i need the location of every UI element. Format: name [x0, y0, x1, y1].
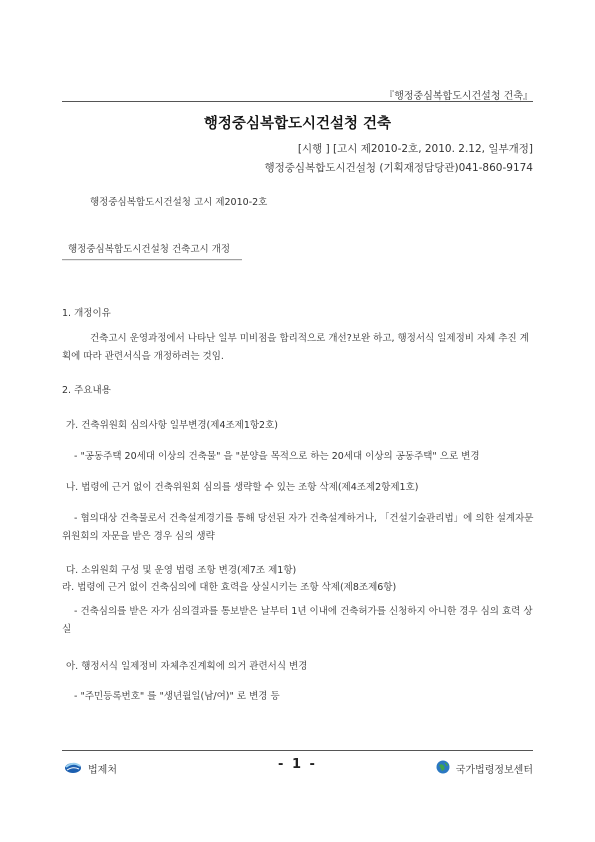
item-ga: 가. 건축위원회 심의사항 일부변경(제4조제1항2호): [66, 420, 278, 431]
footer-rule: [62, 750, 533, 751]
item-ra-detail: - 건축심의를 받은 자가 심의결과를 통보받은 날부터 1년 이내에 건축허가를 신청하지 아니한 경우 심의 효력 상실: [62, 606, 533, 635]
revision-underline: ――――――――――――――――――――: [62, 255, 242, 265]
item-ga-detail: - "공동주택 20세대 이상의 건축물" 을 "분양을 목적으로 하는 20세대 이상의 공동주택" 으로 변경: [74, 451, 480, 462]
revision-title: 행정중심복합도시건설청 건축고시 개정: [68, 244, 231, 255]
item-a: 아. 행정서식 일제정비 자체추진계획에 의거 관련서식 변경: [66, 661, 308, 672]
footer-left-label: 법제처: [88, 765, 117, 776]
item-na: 나. 법령에 근거 없이 건축위원회 심의를 생략할 수 있는 조항 삭제(제4조제2항제1호): [66, 482, 419, 493]
globe-logo-icon: [436, 760, 450, 777]
item-na-detail: - 협의대상 건축물로서 건축설계경기를 통해 당선된 자가 건축설계하거나, 「건설기술관리법」에 의한 설계자문위원회의 자문을 받은 경우 심의 생략: [62, 513, 534, 542]
item-a-detail: - "주민등록번호" 를 "생년월일(남/여)" 로 변경 등: [74, 691, 280, 702]
agency-contact: 행정중심복합도시건설청 (기획재정담당관)041-860-9174: [264, 162, 533, 174]
page-number: - 1 -: [278, 757, 317, 772]
notice-line: 행정중심복합도시건설청 고시 제2010-2호: [90, 197, 268, 208]
item-ra: 라. 법령에 근거 없이 건축심의에 대한 효력을 상실시키는 조항 삭제(제8조제6항): [62, 582, 397, 593]
header-rule: [62, 101, 533, 102]
section1-body: 건축고시 운영과정에서 나타난 일부 미비점을 합리적으로 개선?보완 하고, 행정서식 일제정비 자체 추진 계획에 따라 관련서식을 개정하려는 것임.: [62, 333, 529, 362]
section1-heading: 1. 개정이유: [62, 308, 111, 319]
footer-right-label: 국가법령정보센터: [455, 765, 533, 776]
section2-heading: 2. 주요내용: [62, 385, 111, 396]
page-title: 행정중심복합도시건설청 건축: [203, 116, 392, 132]
item-da: 다. 소위원회 구성 및 운영 법령 조항 변경(제7조 제1항): [66, 565, 297, 576]
footer-agency: [436, 760, 533, 777]
enforcement-meta: [시행 ] [고시 제2010-2호, 2010. 2.12, 일부개정]: [297, 143, 533, 155]
running-header: 『행정중심복합도시건설청 건축』: [384, 91, 533, 102]
